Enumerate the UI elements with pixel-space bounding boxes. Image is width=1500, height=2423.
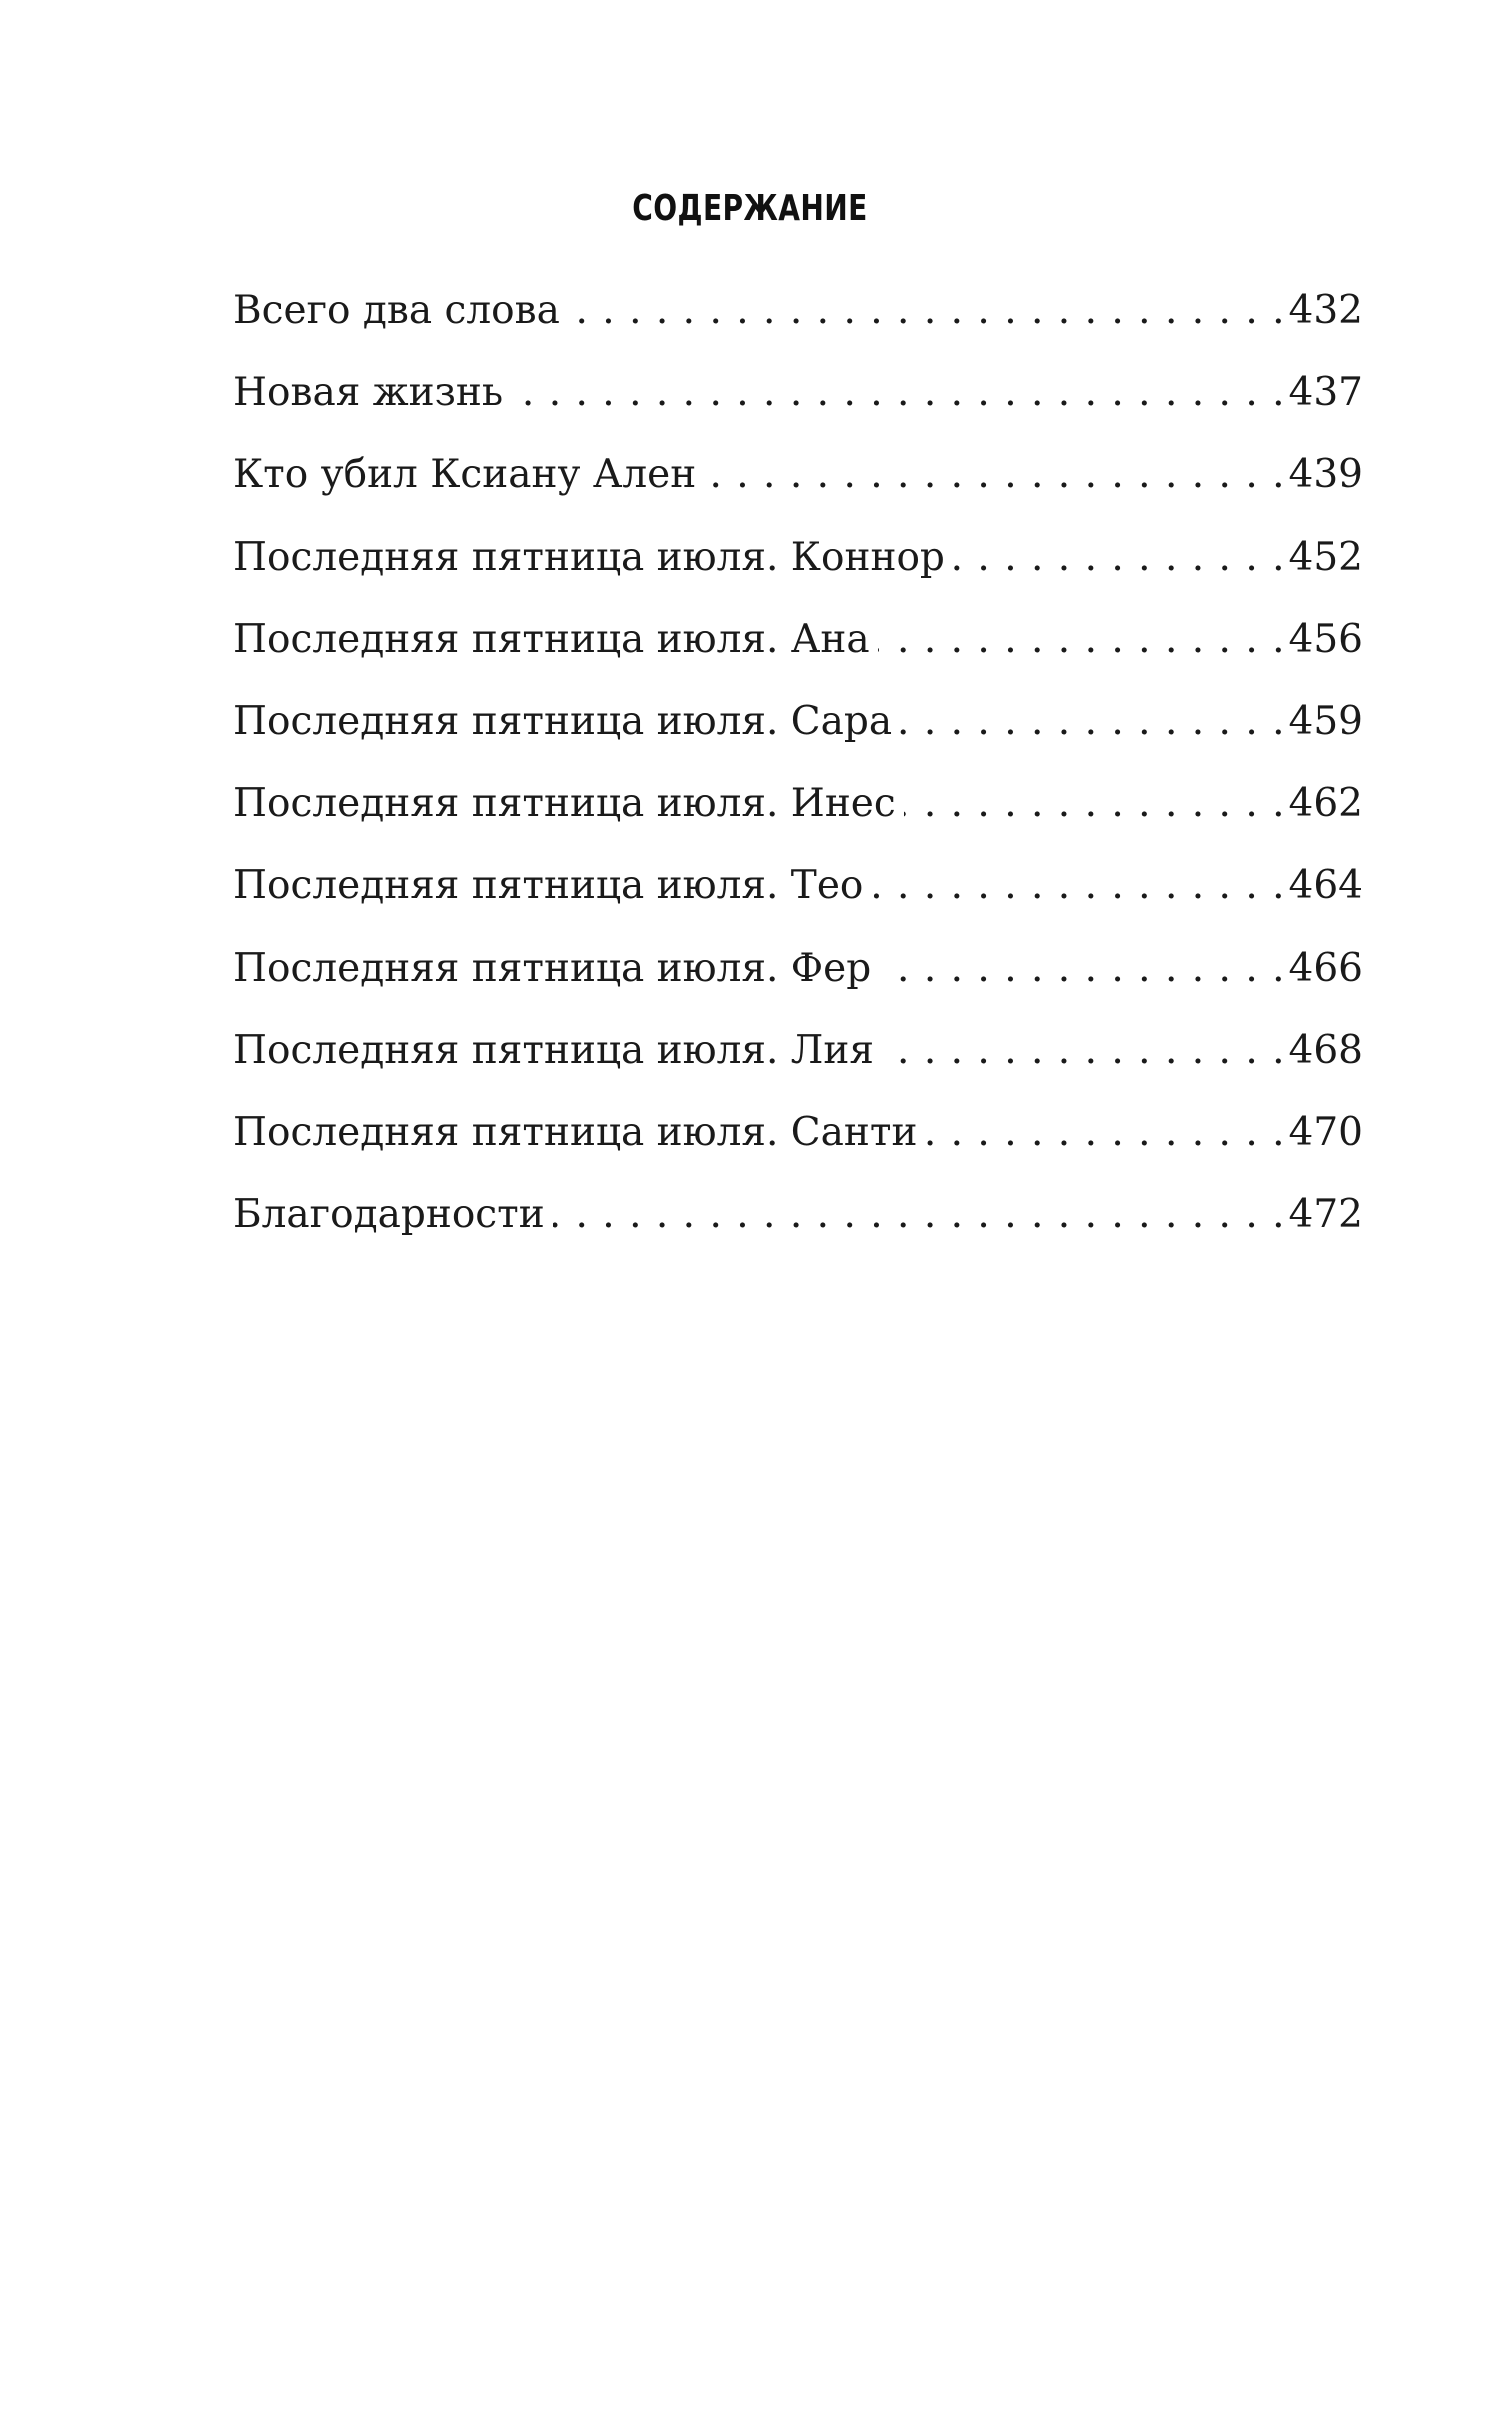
toc-entry-page-number: 456 xyxy=(1288,616,1363,662)
toc-entry-title: Последняя пятница июля. Тео xyxy=(233,863,864,909)
toc-entry-title: Последняя пятница июля. Фер xyxy=(233,945,872,991)
toc-entry[interactable] xyxy=(233,781,1363,863)
toc-entry-title: Последняя пятница июля. Коннор xyxy=(233,534,945,580)
toc-entry-page-number: 459 xyxy=(1288,698,1363,744)
dot-leader xyxy=(871,863,1284,908)
dot-leader xyxy=(879,946,1284,991)
toc-entry-page-number: 439 xyxy=(1288,452,1363,498)
toc-entry-title: Всего два слова xyxy=(233,288,560,333)
toc-entry-page-number: 468 xyxy=(1288,1027,1363,1073)
dot-leader xyxy=(511,370,1284,415)
dot-leader xyxy=(553,1192,1285,1237)
dot-leader xyxy=(953,535,1285,580)
toc-entry[interactable] xyxy=(233,1110,1363,1192)
dot-leader xyxy=(904,781,1285,826)
toc-entry[interactable] xyxy=(233,617,1363,699)
toc-entry[interactable] xyxy=(233,1192,1363,1274)
toc-entry-title: Последняя пятница июля. Лия xyxy=(233,1027,874,1073)
toc-entry-title: Последняя пятница июля. Инес xyxy=(233,781,896,827)
toc-entry-title: Новая жизнь xyxy=(233,370,504,416)
page-title: СОДЕРЖАНИЕ xyxy=(632,188,868,229)
toc-entry-page-number: 452 xyxy=(1288,534,1363,580)
dot-leader xyxy=(925,1110,1284,1155)
toc-entry[interactable] xyxy=(233,946,1363,1028)
dot-leader xyxy=(704,452,1284,497)
toc-entry-page-number: 470 xyxy=(1288,1109,1363,1155)
toc-entry-page-number: 432 xyxy=(1288,288,1363,333)
toc-entry[interactable] xyxy=(233,288,1363,370)
toc-entry-page-number: 472 xyxy=(1288,1192,1363,1238)
toc-entry[interactable] xyxy=(233,1028,1363,1110)
toc-entry[interactable] xyxy=(233,370,1363,452)
toc-entry-page-number: 466 xyxy=(1288,945,1363,991)
toc-entry-page-number: 437 xyxy=(1288,370,1363,416)
dot-leader xyxy=(882,1028,1285,1073)
toc-entry-title: Последняя пятница июля. Санти xyxy=(233,1109,918,1155)
table-of-contents xyxy=(233,288,1363,1274)
toc-entry-page-number: 462 xyxy=(1288,781,1363,827)
toc-entry-title: Последняя пятница июля. Ана xyxy=(233,616,870,662)
dot-leader xyxy=(900,699,1284,744)
toc-entry-title: Кто убил Ксиану Ален xyxy=(233,452,697,498)
toc-entry[interactable] xyxy=(233,699,1363,781)
toc-entry-title: Благодарности xyxy=(233,1192,545,1238)
dot-leader xyxy=(568,288,1285,333)
toc-entry[interactable] xyxy=(233,863,1363,945)
toc-entry-page-number: 464 xyxy=(1288,863,1363,909)
dot-leader xyxy=(878,617,1285,662)
toc-entry-title: Последняя пятница июля. Сара xyxy=(233,698,893,744)
toc-entry[interactable] xyxy=(233,535,1363,617)
toc-entry[interactable] xyxy=(233,452,1363,534)
